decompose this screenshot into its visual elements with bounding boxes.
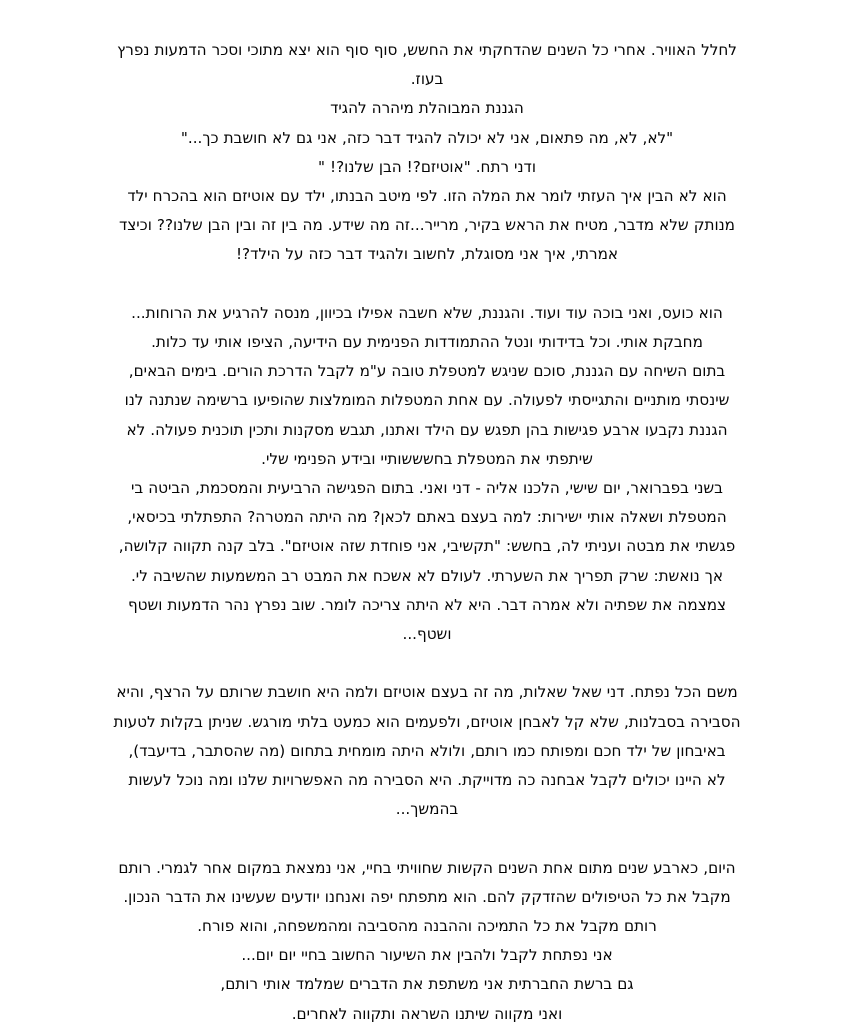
text-line: ודני רתח. "אוטיזם?! הבן שלנו?! " [318,157,536,176]
paragraph-block [102,562,752,591]
text-line: צמצמה את שפתיה ולא אמרה דבר. היא לא היתה צריכה לומר. שוב נפרץ נהר הדמעות ושטף [127,595,727,614]
text-line: אמרתי, איך אני מסוגלת, לחשוב ולהגיד דבר כזה על הילד?! [235,245,619,264]
paragraph-block [102,912,752,941]
text-line: באיבחון של ילד חכם ומפותח כמו רותם, ולולא היתה מומחית בתחום (מה שהסתבר, בדיעבד), [128,741,726,760]
text-line: אני נפתחת לקבל ולהבין את השיעור החשוב בחיי יום יום... [241,946,613,965]
paragraph-block [102,36,752,65]
paragraph-block [102,941,752,970]
paragraph-block [102,386,752,415]
paragraph-block [102,182,752,211]
text-line: לחלל האוויר. אחרי כל השנים שהדחקתי את החשש, סוף סוף הוא יצא מתוכי וסכר הדמעות נפרץ [117,41,737,59]
paragraph-block [102,766,752,795]
paragraph-block [102,445,752,474]
paragraph-block [102,620,752,649]
text-line: אך נואשת: שרק תפריך את השערתי. לעולם לא אשכח את המבט רב המשמעות שהשיבה לי. [130,566,724,585]
text-line: שינסתי מותניים והתגייסתי לפעולה. עם אחת המטפלות המומלצות שהופיעו ברשימה שנתנה לנו [124,391,730,410]
paragraph-block [102,795,752,824]
text-line: הוא לא הבין איך העזתי לומר את המלה הזו. לפי מיטב הבנתו, ילד עם אוטיזם הוא בהכרח ילד [127,187,727,206]
text-line: המטפלת ושאלה אותי ישירות: למה בעצם באתם לכאן? מה היתה המטרה? התפתלתי בכיסאי, [127,508,727,527]
text-line: ושטף... [402,625,452,644]
text-line: מקבל את כל הטיפולים שהזדקק להם. הוא מתפתח יפה ואנחנו יודעים שעשינו את הדבר הנכון. [123,887,731,906]
paragraph-block [102,970,752,999]
text-line: בהמשך... [395,800,459,819]
text-line: הגננת נקבעו ארבע פגישות בהן תפגש עם הילד ואתנו, תגבש מסקנות ותכין תוכנית פעולה. לא [126,420,728,439]
paragraph-block [102,416,752,445]
text-line: הסבירה בסבלנות, שלא קל לאבחן אוטיזם, ולפעמים הוא כמעט בלתי מורגש. שניתן בקלות לטעות [113,712,741,731]
paragraph-gap [102,824,752,853]
text-line: הגננת המבוהלת מיהרה להגיד [330,99,524,118]
text-line: בעוז. [410,70,444,89]
text-line: מנותק שלא מדבר, מטיח את הראש בקיר, מרייר...זה מה שידע. מה בין זה ובין הבן שלנו?? וכיצד [118,216,735,235]
text-line: לא היינו יכולים לקבל אבחנה כה מדוייקת. היא הסבירה מה האפשרויות שלנו ומה נוכל לעשות [128,771,726,790]
text-line: פגשתי את מבטה ועניתי לה, בחשש: "תקשיבי, אני פוחדת שזה אוטיזם". בלב קנה תקווה קלושה, [118,537,736,556]
text-line: ואני מקווה שיתנו השראה ותקווה לאחרים. [291,1004,563,1023]
paragraph-block [102,503,752,532]
paragraph-gap [102,649,752,678]
text-line: משם הכל נפתח. דני שאל שאלות, מה זה בעצם אוטיזם ולמה היא חושבת שרותם על הרצף, והיא [116,683,738,702]
paragraph-block [102,357,752,386]
paragraph-block [102,474,752,503]
paragraph-block [102,299,752,328]
paragraph-block [102,678,752,707]
paragraph-block [102,883,752,912]
paragraph-block [102,854,752,883]
text-line: רותם מקבל את כל התמיכה וההבנה מהסביבה ומהמשפחה, והוא פורח. [197,917,657,936]
text-line: בשני בפברואר, יום שישי, הלכנו אליה - דני ואני. בתום הפגישה הרביעית והמסכמת, הביטה בי [131,479,723,498]
text-line: הוא כועס, ואני בוכה עוד ועוד. והגננת, שלא חשבה אפילו בכיוון, מנסה להרגיע את הרוחות... [131,303,723,322]
paragraph-block [102,328,752,357]
paragraph-block [102,1000,752,1029]
paragraph-block [102,737,752,766]
text-line: מחבקת אותי. וכל בדידותי ונטל ההתמודדות הפנימית עם הידיעה, הציפו אותי עד כלות. [151,333,703,352]
paragraph-gap [102,270,752,299]
paragraph-block [102,153,752,182]
paragraph-block [102,532,752,561]
paragraph-block [102,211,752,240]
document-text-body [102,36,752,1029]
text-line: שיתפתי את המטפלת בחשששותיי ובידע הפנימי שלי. [261,449,593,468]
text-line: "לא, לא, מה פתאום, אני לא יכולה להגיד דבר כזה, אני גם לא חושבת כך..." [180,128,674,147]
paragraph-block [102,94,752,123]
paragraph-block [102,591,752,620]
paragraph-block [102,65,752,94]
text-line: גם ברשת החברתית אני משתפת את הדברים שמלמד אותי רותם, [220,975,634,994]
paragraph-block [102,124,752,153]
text-line: בתום השיחה עם הגננת, סוכם שניגש למטפלת טובה ע"מ לקבל הדרכת הורים. בימים הבאים, [128,362,726,381]
paragraph-block [102,240,752,269]
paragraph-block [102,708,752,737]
text-line: היום, כארבע שנים מתום אחת השנים הקשות שחוויתי בחיי, אני נמצאת במקום אחר לגמרי. רותם [118,858,736,877]
